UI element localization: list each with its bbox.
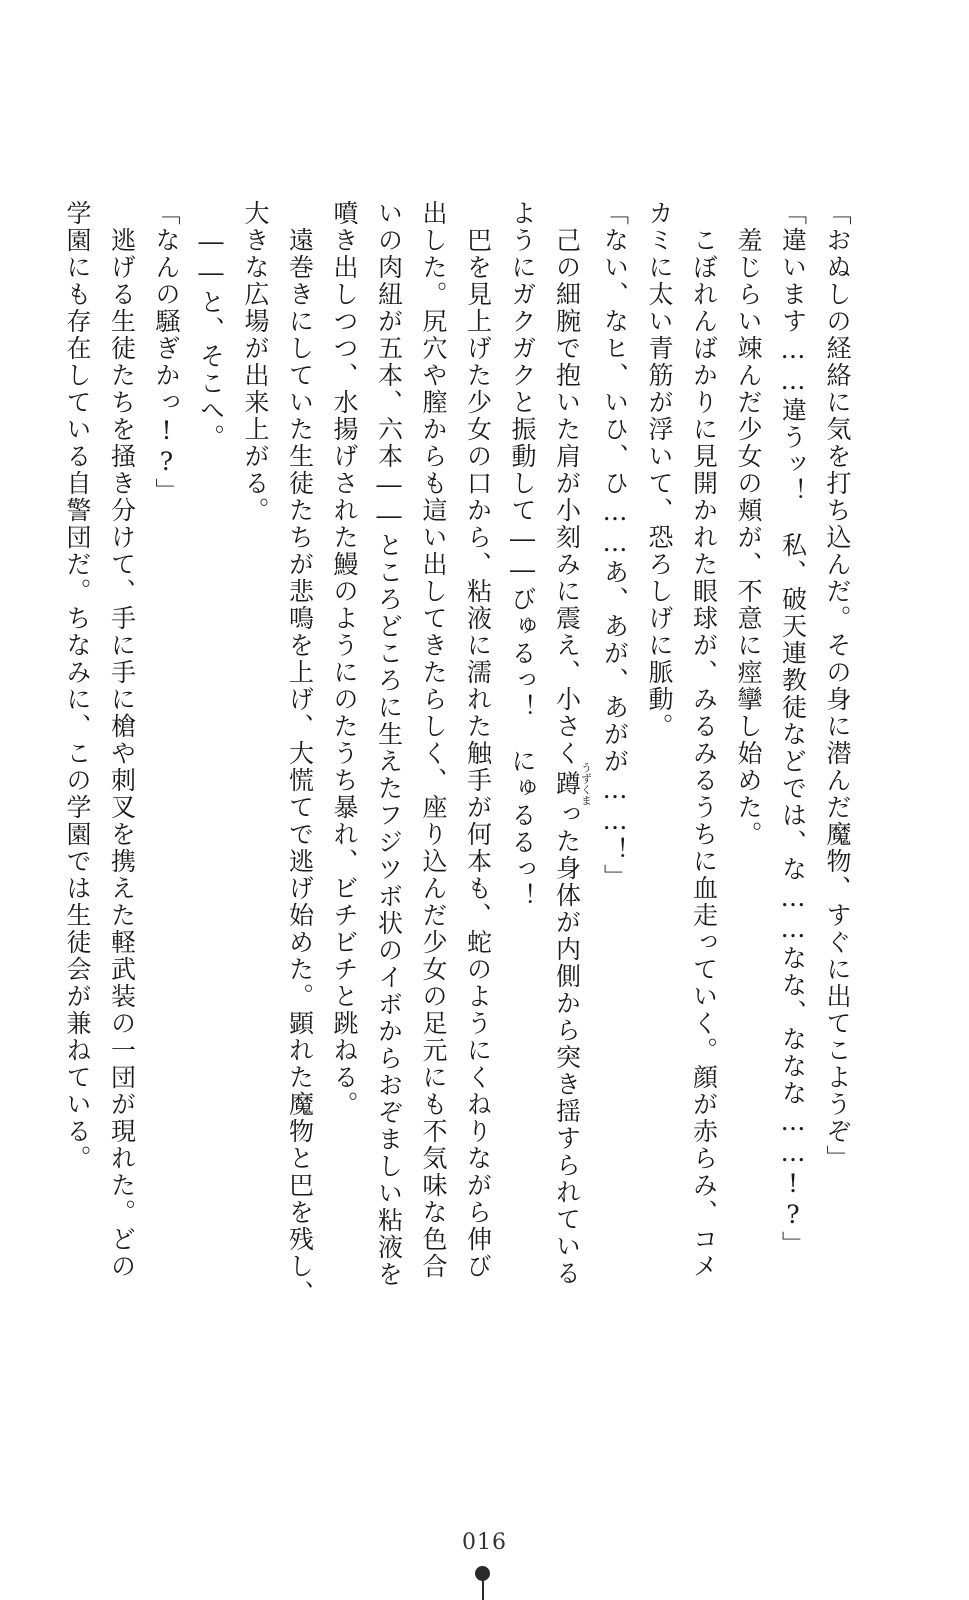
text-line: ――と、そこへ。 — [196, 200, 226, 451]
text-line: いの肉紐が五本、六本――ところどころに生えたフジツボ状のイボからおぞましい粘液を — [374, 200, 404, 1288]
text-line: ようにガクガクと振動して――びゅるっ！ にゅるるっ！ — [508, 200, 537, 910]
text-line: 「おぬしの経絡に気を打ち込んだ。その身に潜んだ魔物、すぐに出てこようぞ」 — [823, 200, 852, 1172]
text-line: 噴き出しつつ、水揚げされた鰻のようにのたうち暴れ、ビチビチと跳ねる。 — [330, 200, 359, 1118]
text-line: 大きな広場が出来上がる。 — [241, 200, 270, 524]
text-line: 「ない、なヒ、いひ、ひ……あ、あが、あがが……！」 — [600, 200, 630, 891]
text-line: 逃げる生徒たちを掻き分けて、手に手に槍や刺叉を携えた軽武装の一団が現れた。どの — [107, 200, 137, 1280]
ruby-base: 蹲 — [552, 762, 582, 806]
ruby-line-after: った身体が内側から突き揺すられている — [552, 801, 582, 1287]
text-line-with-ruby — [544, 200, 592, 1340]
text-line: 学園にも存在している自警団だ。ちなみに、この学園では生徒会が兼ねている。 — [63, 200, 92, 1172]
ruby-annotation — [552, 762, 593, 806]
page-number: 016 — [462, 1530, 507, 1555]
text-line: 「なんの騒ぎかっ!?」 — [152, 200, 181, 505]
text-line: こぼれんばかりに見開かれた眼球が、みるみるうちに血走っていく。顔が赤らみ、コメ — [689, 200, 719, 1280]
text-line: 巴を見上げた少女の口から、粘液に濡れた触手が何本も、蛇のようにくねりながら伸び — [463, 200, 493, 1280]
page-marker-line — [482, 1578, 484, 1600]
ruby-line-before: 己の細腕で抱いた肩が小刻みに震え、小さく — [552, 200, 582, 767]
ruby-reading: うずくま — [579, 762, 593, 806]
text-line: 羞じらい竦んだ少女の頬が、不意に痙攣し始めた。 — [734, 200, 763, 848]
text-line: 出した。尻穴や膣からも這い出してきたらしく、座り込んだ少女の足元にも不気味な色合 — [419, 200, 448, 1280]
text-line: 「違います……違うッ！ 私、破天連教徒などでは、な……なな、ななな……!?」 — [778, 200, 808, 1258]
text-line: 遠巻きにしていた生徒たちが悲鳴を上げ、大慌てで逃げ始めた。顕れた魔物と巴を残し、 — [285, 200, 315, 1307]
vertical-text-body — [63, 200, 859, 1340]
text-line: カミに太い青筋が浮いて、恐ろしげに脈動。 — [645, 200, 674, 740]
